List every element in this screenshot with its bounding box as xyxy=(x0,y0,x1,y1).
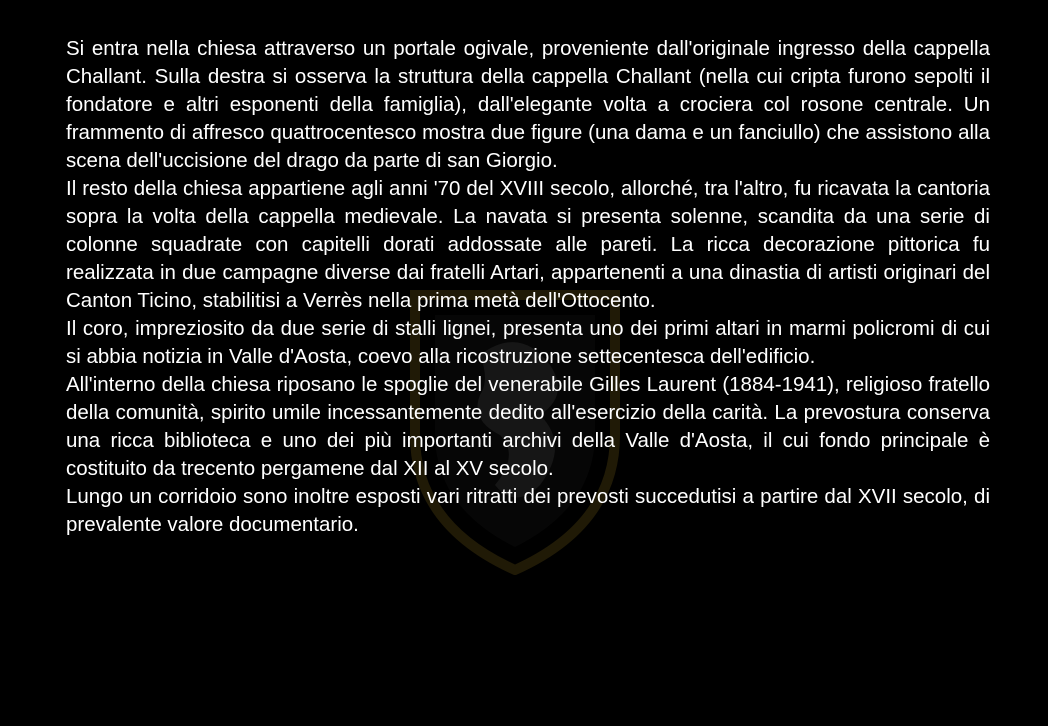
paragraph-cappella-challant: Si entra nella chiesa attraverso un portale ogivale, proveniente dall'originale ingresso della cappella Challant. Sulla destra si osserva la struttura della cappella Challant (nella cui cripta furono sepolti il fondatore e altri esponenti della famiglia), dall'elegante volta a crociera col rosone centrale. Un frammento di affresco quattrocentesco mostra due figure (una dama e un fanciullo) che assistono alla scena dell'uccisione del drago da parte di san Giorgio. xyxy=(66,37,990,172)
paragraph-gilles-laurent: All'interno della chiesa riposano le spoglie del venerabile Gilles Laurent (1884-1941), religioso fratello della comunità, spirito umile incessantemente dedito all'esercizio della carità. La prevostura conserva una ricca biblioteca e uno dei più importanti archivi della Valle d'Aosta, il cui fondo principale è costituito da trecento pergamene dal XII al XV secolo. xyxy=(66,373,990,480)
paragraph-ritratti: Lungo un corridoio sono inoltre esposti vari ritratti dei prevosti succedutisi a partire dal XVII secolo, di prevalente valore documentario. xyxy=(66,485,990,536)
paragraph-xviii-secolo: Il resto della chiesa appartiene agli anni '70 del XVIII secolo, allorché, tra l'altro, fu ricavata la cantoria sopra la volta della cappella medievale. La navata si presenta solenne, scandita da una serie di colonne squadrate con capitelli dorati addossate alle pareti. La ricca decorazione pittorica fu realizzata in due campagne diverse dai fratelli Artari, appartenenti a una dinastia di artisti originari del Canton Ticino, stabilitisi a Verrès nella prima metà dell'Ottocento. xyxy=(66,177,990,312)
paragraph-coro: Il coro, impreziosito da due serie di stalli lignei, presenta uno dei primi altari in marmi policromi di cui si abbia notizia in Valle d'Aosta, coevo alla ricostruzione settecentesca dell'edificio. xyxy=(66,317,990,368)
body-text xyxy=(66,35,990,539)
